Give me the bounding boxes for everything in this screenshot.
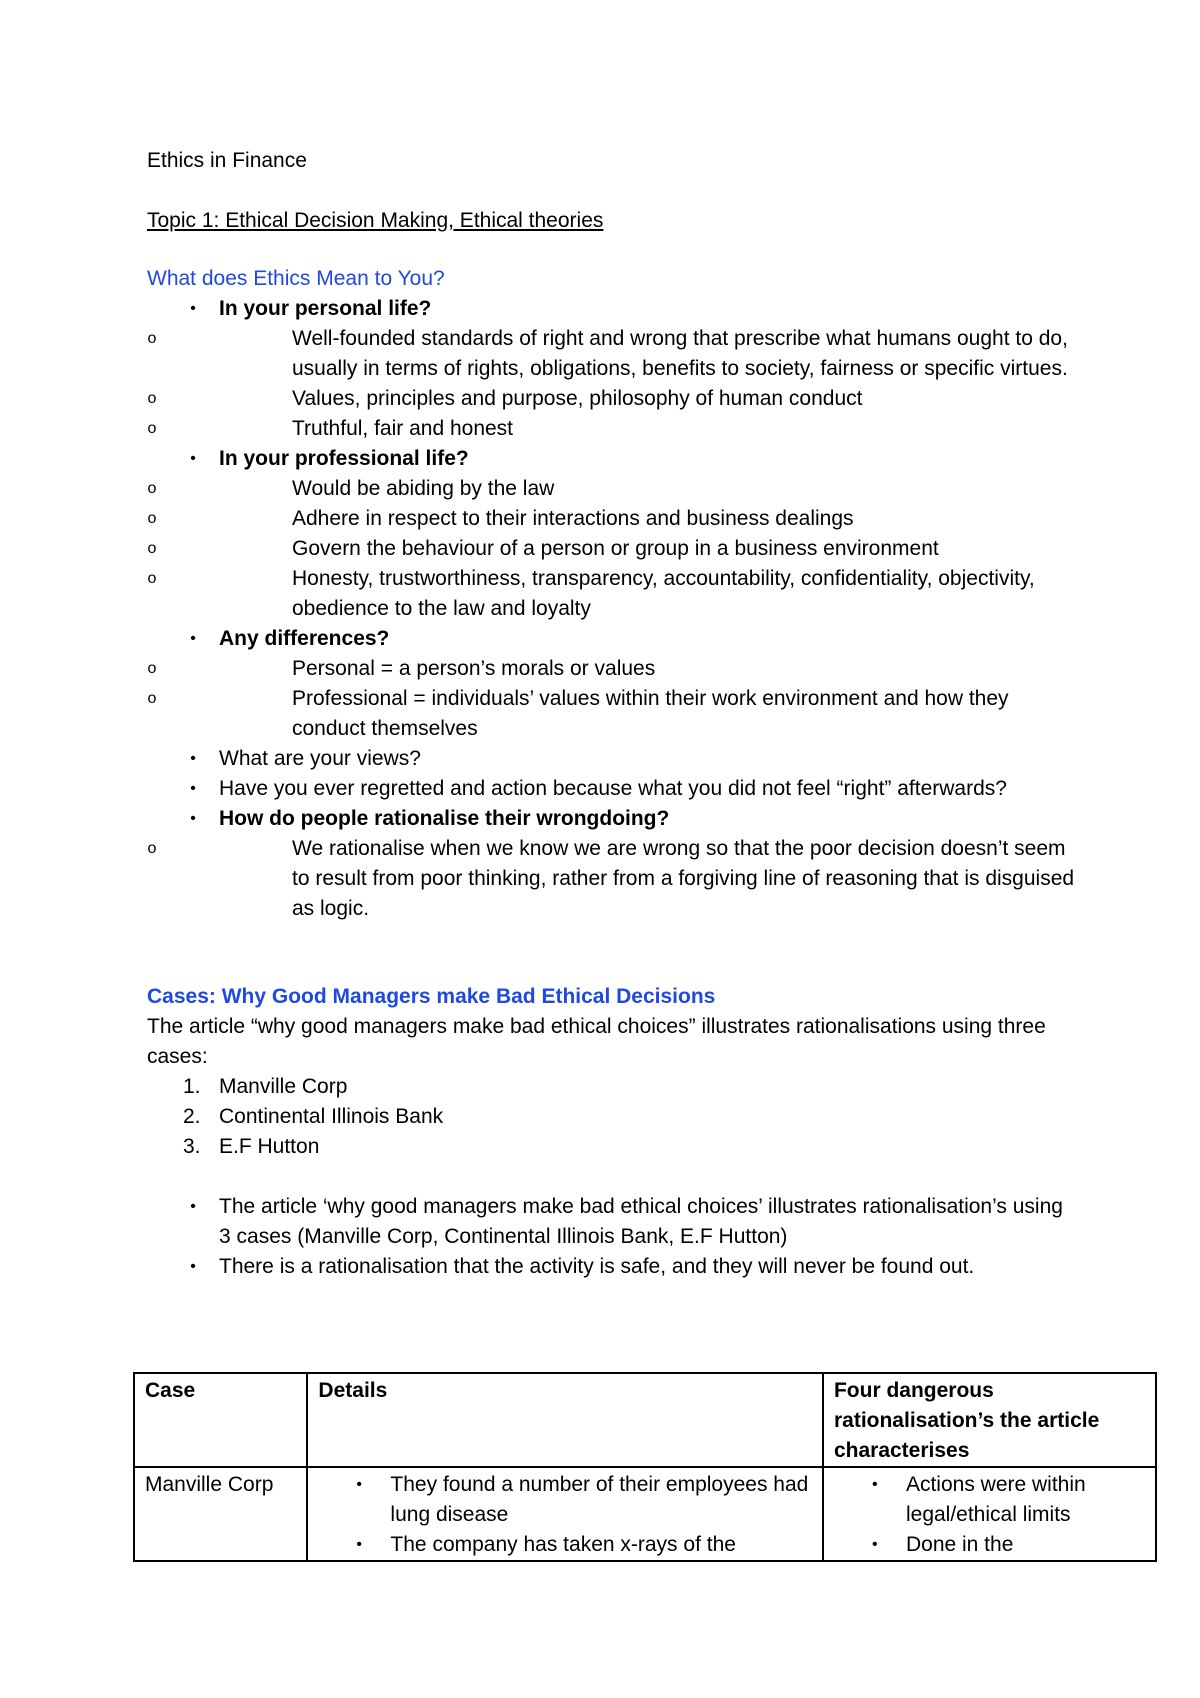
list-item: [147, 1252, 1077, 1282]
list-item-text: There is a rationalisation that the activity is safe, and they will never be found out.: [219, 1255, 975, 1278]
bullet-icon: •: [871, 1536, 878, 1553]
item-number: 3.: [183, 1135, 201, 1158]
sub-list-item-text: Adhere in respect to their interactions and business dealings: [292, 507, 854, 530]
sub-list-item: [147, 414, 1077, 444]
list-item: [147, 294, 1077, 444]
column-header-details: Details: [307, 1373, 823, 1467]
sub-bullet-icon: o: [147, 510, 157, 527]
cell-list-item: [834, 1470, 1145, 1530]
cell-case: Manville Corp: [134, 1467, 307, 1561]
sub-list-item: [147, 384, 1077, 414]
bullet-icon: •: [190, 780, 196, 797]
list-item-label: In your personal life?: [219, 297, 432, 320]
bullet-icon: •: [190, 810, 196, 827]
item-number: 2.: [183, 1105, 201, 1128]
sub-bullet-icon: o: [147, 420, 157, 437]
cases-intro: The article “why good managers make bad ethical choices” illustrates rationalisations using three cases:: [147, 1015, 1046, 1068]
sub-bullet-icon: o: [147, 570, 157, 587]
numbered-item-text: E.F Hutton: [219, 1135, 320, 1158]
table-row: [134, 1467, 1156, 1561]
sub-list-item-text: Well-founded standards of right and wrong that prescribe what humans ought to do, usually in terms of rights, obligations, benefits to society, fairness or specific virtues.: [292, 327, 1068, 380]
numbered-item: [147, 1102, 1077, 1132]
cell-list-item-text: Done in the: [905, 1533, 1014, 1556]
sub-bullet-icon: o: [147, 480, 157, 497]
cell-rationalisations: [823, 1467, 1156, 1561]
spacer: [147, 924, 1077, 954]
sub-list-item-text: Govern the behaviour of a person or group in a business environment: [292, 537, 939, 560]
bullet-icon: •: [190, 450, 196, 467]
sub-list-item: [147, 564, 1077, 624]
list-item-text: Have you ever regretted and action because what you did not feel “right” afterwards?: [219, 777, 1007, 800]
cell-list: [318, 1470, 812, 1560]
cell-list-item-text: Actions were within legal/ethical limits: [905, 1473, 1086, 1526]
spacer: [147, 1162, 1077, 1192]
section-heading-cases: Cases: Why Good Managers make Bad Ethical Decisions: [147, 985, 716, 1008]
list-item-text: The article ‘why good managers make bad ethical choices’ illustrates rationalisation’s using 3 cases (Manville Corp, Continental Illinois Bank, E.F Hutton): [219, 1195, 1063, 1248]
sub-list: [147, 654, 1077, 744]
sub-list-item-text: Professional = individuals’ values within their work environment and how they conduct themselves: [292, 687, 1009, 740]
sub-list-item: [147, 654, 1077, 684]
table-header-row: [134, 1373, 1156, 1467]
list-item: [147, 444, 1077, 624]
ethics-meaning-list: [147, 294, 1077, 924]
topic-title: Topic 1: Ethical Decision Making, Ethical theories: [147, 209, 604, 232]
section-heading-ethics-meaning: What does Ethics Mean to You?: [147, 267, 445, 290]
numbered-item-text: Continental Illinois Bank: [219, 1105, 444, 1128]
document-content: [147, 146, 1077, 1282]
sub-list-item-text: Honesty, trustworthiness, transparency, accountability, confidentiality, objectivity, obedience to the law and loyalty: [292, 567, 1035, 620]
sub-list-item: [147, 684, 1077, 744]
sub-list-item: [147, 504, 1077, 534]
sub-list-item: [147, 324, 1077, 384]
bullet-icon: •: [190, 1258, 196, 1275]
list-item: [147, 1192, 1077, 1252]
list-item: [147, 774, 1077, 804]
sub-list-item: [147, 534, 1077, 564]
item-number: 1.: [183, 1075, 201, 1098]
bullet-icon: •: [356, 1536, 363, 1553]
numbered-item-text: Manville Corp: [219, 1075, 348, 1098]
list-item-text: What are your views?: [219, 747, 421, 770]
list-item-label: How do people rationalise their wrongdoing?: [219, 807, 670, 830]
list-item-label: In your professional life?: [219, 447, 469, 470]
sub-list-item-text: Personal = a person’s morals or values: [292, 657, 656, 680]
bullet-icon: •: [356, 1476, 363, 1493]
bullet-icon: •: [871, 1476, 878, 1493]
numbered-item: [147, 1072, 1077, 1102]
sub-list-item: [147, 474, 1077, 504]
bullet-icon: •: [190, 300, 196, 317]
list-item-label: Any differences?: [219, 627, 390, 650]
cell-details: [307, 1467, 823, 1561]
list-item: [147, 624, 1077, 744]
sub-bullet-icon: o: [147, 330, 157, 347]
column-header-rationalisations: Four dangerous rationalisation’s the article characterises: [823, 1373, 1156, 1467]
cell-list-item: [318, 1470, 812, 1530]
sub-list: [147, 834, 1077, 924]
list-item: [147, 744, 1077, 774]
cases-numbered-list: [147, 1072, 1077, 1162]
sub-list: [147, 324, 1077, 444]
cell-list-item-text: They found a number of their employees had lung disease: [390, 1473, 809, 1526]
column-header-case: Case: [134, 1373, 307, 1467]
sub-list-item-text: Values, principles and purpose, philosophy of human conduct: [292, 387, 863, 410]
sub-bullet-icon: o: [147, 840, 157, 857]
bullet-icon: •: [190, 750, 196, 767]
sub-bullet-icon: o: [147, 390, 157, 407]
document-title: Ethics in Finance: [147, 149, 307, 172]
cell-list-item: [834, 1530, 1145, 1560]
sub-list-item-text: Truthful, fair and honest: [292, 417, 514, 440]
sub-bullet-icon: o: [147, 690, 157, 707]
cell-list-item-text: The company has taken x-rays of the: [390, 1533, 736, 1556]
bullet-icon: •: [190, 630, 196, 647]
cell-list-item: [318, 1530, 812, 1560]
sub-list-item: [147, 834, 1077, 924]
cases-table: [133, 1372, 1157, 1562]
list-item: [147, 804, 1077, 924]
cell-list: [834, 1470, 1145, 1560]
bullet-icon: •: [190, 1198, 196, 1215]
sub-bullet-icon: o: [147, 660, 157, 677]
cases-bullet-list: [147, 1192, 1077, 1282]
sub-bullet-icon: o: [147, 540, 157, 557]
numbered-item: [147, 1132, 1077, 1162]
sub-list-item-text: We rationalise when we know we are wrong so that the poor decision doesn’t seem to result from poor thinking, rather from a forgiving line of reasoning that is disguised as logic.: [292, 837, 1075, 920]
sub-list-item-text: Would be abiding by the law: [292, 477, 555, 500]
sub-list: [147, 474, 1077, 624]
